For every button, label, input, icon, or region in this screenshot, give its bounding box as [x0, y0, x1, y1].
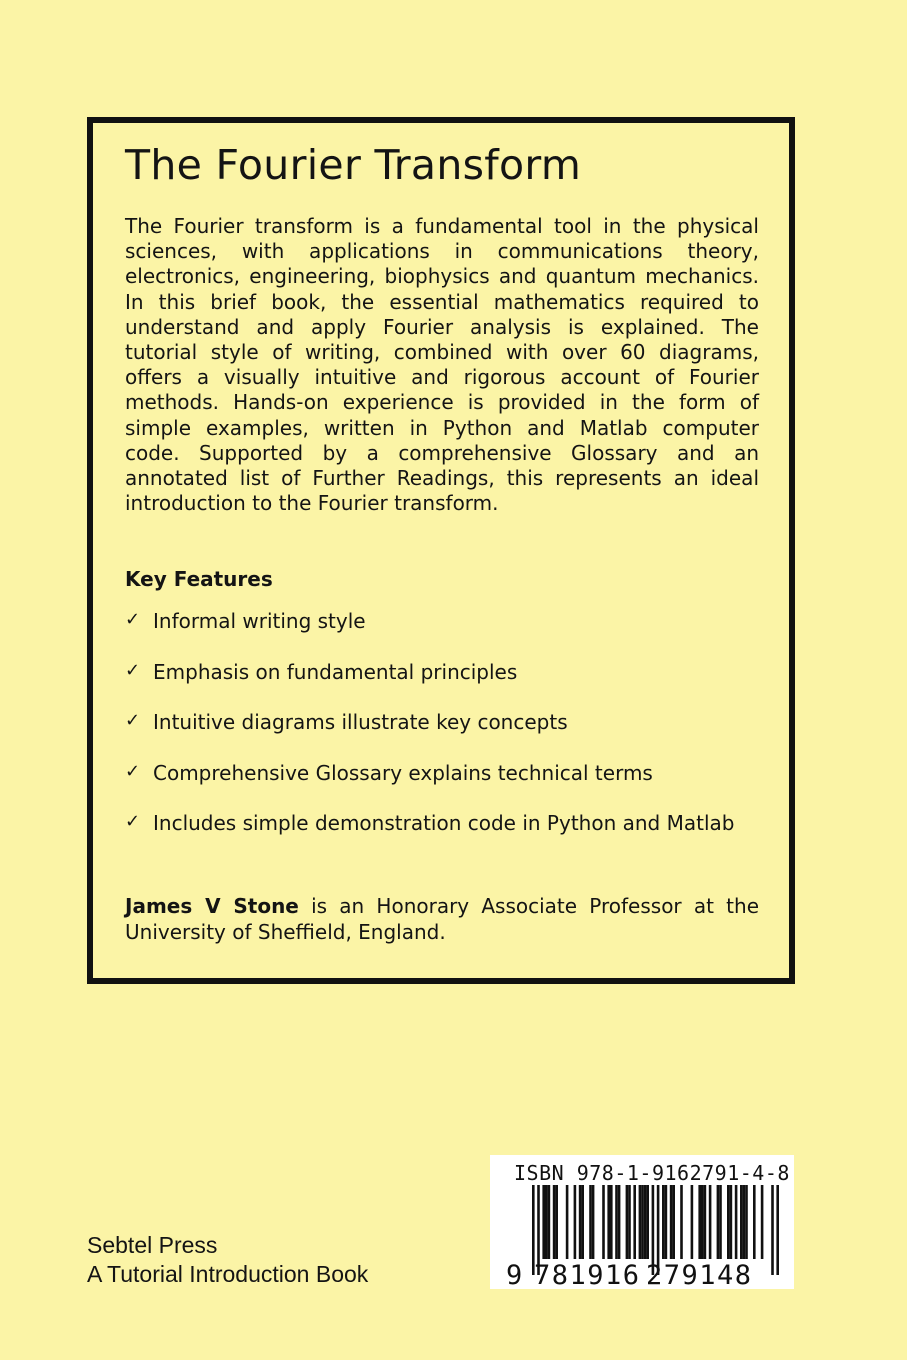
barcode-bar	[553, 1185, 556, 1259]
barcode-bar	[761, 1185, 764, 1259]
author-bio	[125, 894, 759, 945]
barcode-bar	[745, 1185, 748, 1259]
cover-text-panel	[87, 117, 795, 984]
barcode-first-digit: 9	[506, 1260, 524, 1291]
feature-text: Includes simple demonstration code in Python and Matlab	[153, 811, 735, 835]
barcode-bar	[646, 1185, 649, 1259]
barcode-bar	[735, 1185, 738, 1259]
features-list	[125, 609, 734, 862]
barcode-bar	[662, 1185, 665, 1259]
barcode-bar	[717, 1185, 720, 1259]
barcode-bar	[579, 1185, 582, 1259]
barcode-bar	[639, 1185, 642, 1259]
barcode-bar	[592, 1185, 595, 1259]
author-bio-text: is an Honorary Associate Professor at the University of Sheffield, England.	[125, 894, 759, 944]
checkmark-icon: ✓	[125, 609, 141, 630]
barcode-bar	[680, 1185, 683, 1259]
barcode-bar	[581, 1185, 584, 1259]
publisher-name: Sebtel Press	[87, 1232, 218, 1258]
barcode-bar	[753, 1185, 756, 1259]
barcode-bar	[704, 1185, 707, 1259]
barcode-bar	[672, 1185, 675, 1259]
checkmark-icon: ✓	[125, 710, 141, 731]
publisher-block	[87, 1231, 368, 1289]
feature-text: Intuitive diagrams illustrate key concepts	[153, 710, 568, 734]
barcode-bar	[548, 1185, 551, 1259]
feature-item	[125, 811, 734, 862]
feature-text: Informal writing style	[153, 609, 366, 633]
barcode-bar	[665, 1185, 668, 1259]
barcode-bar	[740, 1185, 743, 1259]
barcode-bar	[610, 1185, 613, 1259]
barcode-bar	[698, 1185, 701, 1259]
barcode-bar	[727, 1185, 730, 1259]
checkmark-icon: ✓	[125, 659, 141, 681]
feature-item	[125, 710, 734, 761]
feature-text: Emphasis on fundamental principles	[153, 659, 518, 684]
barcode-bar	[691, 1185, 694, 1259]
barcode-bar	[628, 1185, 631, 1259]
checkmark-icon: ✓	[125, 811, 141, 832]
barcode-bar	[602, 1185, 605, 1259]
barcode-left-digits: 781916	[534, 1260, 641, 1291]
barcode-guard-bar	[776, 1185, 779, 1275]
book-description: The Fourier transform is a fundamental tool in the physical sciences, with applications in communications theory, electronics, engineering, biophysics and quantum mechanics. In this brief book, the essential mathematics required to understand and apply Fourier analysis is explained. The tutorial style of writing, combined with over 60 diagrams, offers a visually intuitive and rigorous account of Fourier methods. Hands-on experience is provided in the form of simple examples, written in Python and Matlab computer code. Supported by a comprehensive Glossary and an annotated list of Further Readings, this represents an ideal introduction to the Fourier transform.	[125, 214, 759, 516]
barcode-bar	[566, 1185, 569, 1259]
barcode-bar	[626, 1185, 629, 1259]
barcode-bar	[589, 1185, 592, 1259]
barcode-bar	[743, 1185, 746, 1259]
checkmark-icon: ✓	[125, 760, 141, 782]
barcode-bar	[670, 1185, 673, 1259]
barcode-bar	[730, 1185, 733, 1259]
barcode-bar	[641, 1185, 644, 1259]
isbn-label: ISBN 978-1-9162791-4-8	[514, 1161, 790, 1185]
barcode-bar	[574, 1185, 577, 1259]
book-title: The Fourier Transform	[125, 141, 582, 189]
barcode-bar	[719, 1185, 722, 1259]
barcode-bar	[618, 1185, 621, 1259]
feature-item	[125, 761, 734, 812]
barcode-bar	[615, 1185, 618, 1259]
barcode-bar	[542, 1185, 545, 1259]
barcode-right-digits: 279148	[646, 1260, 753, 1291]
barcode-bar	[709, 1185, 712, 1259]
key-features-heading: Key Features	[125, 567, 273, 591]
barcode-bar	[607, 1185, 610, 1259]
isbn-barcode	[490, 1155, 794, 1289]
feature-item	[125, 660, 734, 711]
feature-text: Comprehensive Glossary explains technical terms	[153, 760, 653, 785]
barcode-bar	[644, 1185, 647, 1259]
author-name: James V Stone	[125, 894, 299, 918]
feature-item	[125, 609, 734, 660]
barcode-bar	[701, 1185, 704, 1259]
barcode-bar	[633, 1185, 636, 1259]
publisher-tagline: A Tutorial Introduction Book	[87, 1261, 369, 1287]
barcode-bar	[545, 1185, 548, 1259]
barcode-guard-bar	[771, 1185, 774, 1275]
barcode-bar	[555, 1185, 558, 1259]
